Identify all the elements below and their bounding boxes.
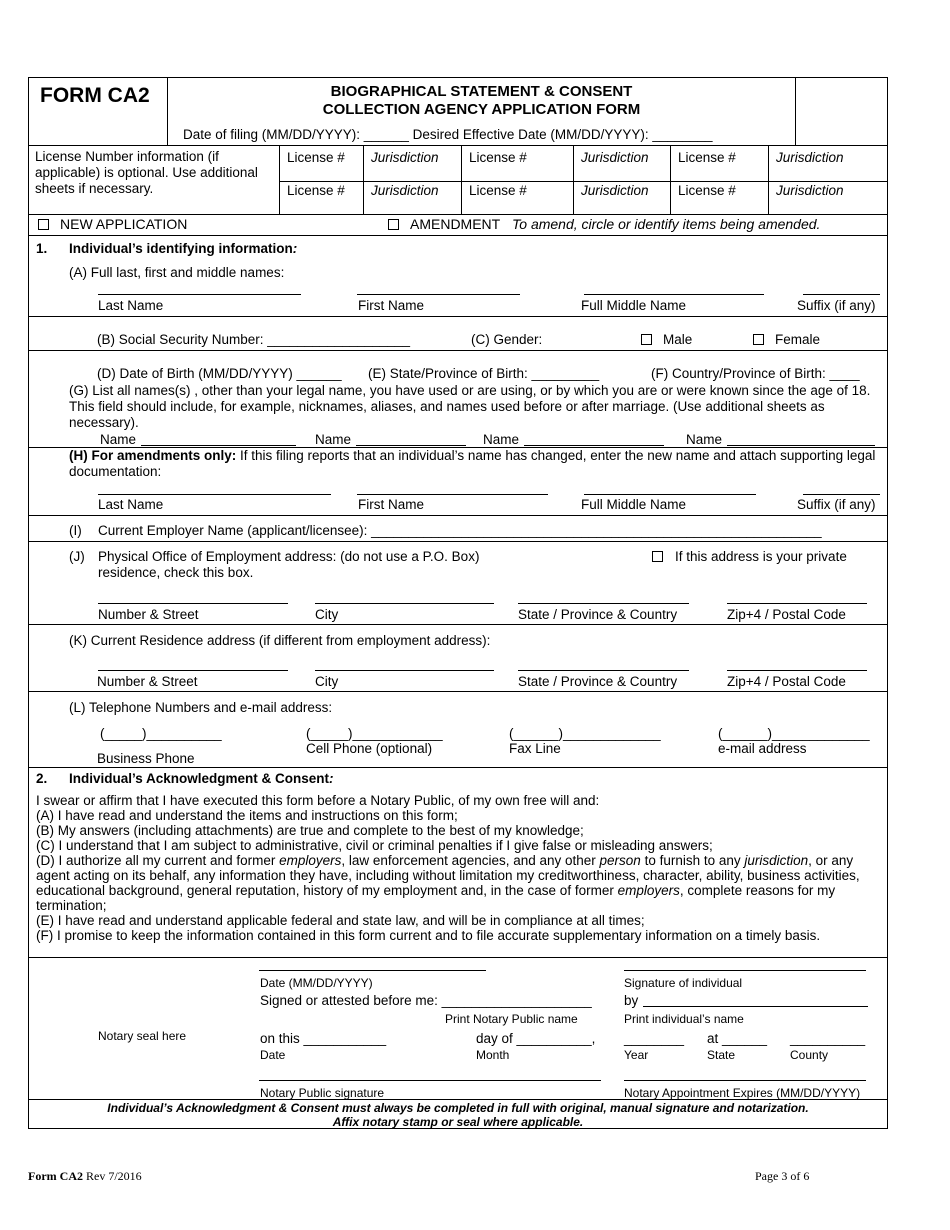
section2-bottom — [28, 957, 888, 958]
footer-form-id: Form CA2 — [28, 1169, 83, 1183]
amendment-note: To amend, circle or identify items being amended. — [512, 216, 821, 232]
g-name-label-1: Name — [100, 432, 137, 447]
h-suffix-label: Suffix (if any) — [797, 497, 876, 512]
j-state-label: State / Province & Country — [518, 607, 678, 622]
section2-heading-colon: : — [329, 771, 334, 786]
county-blank[interactable]: __________ — [790, 1031, 866, 1046]
h-suffix-line[interactable] — [803, 494, 880, 495]
g-name-label-4: Name — [686, 432, 723, 447]
form-title-line2: COLLECTION AGENCY APPLICATION FORM — [322, 101, 641, 118]
ssn-label[interactable]: (B) Social Security Number: ___________________ — [97, 332, 410, 347]
section1-heading-colon: : — [292, 241, 298, 256]
footer-revision: Rev 7/2016 — [82, 1169, 142, 1183]
item-d-employers: employers — [279, 853, 342, 868]
year-blank[interactable]: ________ — [624, 1031, 685, 1046]
private-residence-label: If this address is your private — [675, 549, 847, 564]
h-middle-name-label: Full Middle Name — [581, 497, 687, 512]
last-name-label: Last Name — [98, 298, 164, 313]
jurisdiction-3[interactable]: Jurisdiction — [776, 150, 844, 165]
notary-footer-line2: Affix notary stamp or seal where applicable. — [332, 1115, 584, 1129]
email-label: e-mail address — [718, 741, 807, 756]
consent-intro: I swear or affirm that I have executed this form before a Notary Public, of my own free will and: — [36, 793, 600, 808]
j-city-line[interactable] — [315, 603, 494, 604]
date-label: Date (MM/DD/YYYY) — [260, 976, 373, 990]
female-label: Female — [775, 332, 821, 347]
license-number-6[interactable]: License # — [678, 183, 736, 198]
jurisdiction-6[interactable]: Jurisdiction — [776, 183, 844, 198]
fax-blank[interactable]: (______)_____________ — [509, 726, 661, 741]
gender-label: (C) Gender: — [471, 332, 543, 347]
license-table-bottom — [28, 214, 888, 215]
individual-signature-line[interactable] — [624, 970, 866, 971]
consent-item-a: (A) I have read and understand the items and instructions on this form; — [36, 808, 458, 823]
on-this-blank[interactable]: on this ___________ — [260, 1031, 387, 1046]
section2-number: 2. — [36, 771, 48, 786]
first-name-label: First Name — [358, 298, 425, 313]
k-city-label: City — [315, 674, 339, 689]
section1-a-label: (A) Full last, first and middle names: — [69, 265, 285, 280]
row-j-bottom — [28, 624, 888, 625]
license-col-3 — [461, 145, 462, 214]
item-d-part5: , complete reasons for my termination; — [36, 883, 836, 913]
dob-label[interactable]: (D) Date of Birth (MM/DD/YYYY) ______ — [97, 366, 342, 381]
g-name-label-3: Name — [483, 432, 520, 447]
page-footer-form — [28, 1169, 142, 1184]
print-individual-label: Print individual’s name — [624, 1012, 744, 1026]
section2-heading — [69, 771, 334, 786]
business-phone-label: Business Phone — [97, 751, 195, 766]
item-d-employers-2: employers — [617, 883, 680, 898]
print-notary-label: Print Notary Public name — [445, 1012, 578, 1026]
suffix-label: Suffix (if any) — [797, 298, 876, 313]
row-i-bottom — [28, 541, 888, 542]
form-id-title: FORM CA2 — [40, 84, 150, 107]
notary-signature-label: Notary Public signature — [260, 1086, 385, 1100]
k-street-line[interactable] — [98, 670, 288, 671]
consent-item-b: (B) My answers (including attachments) are true and complete to the best of my knowledge; — [36, 823, 584, 838]
consent-item-d — [36, 853, 866, 913]
row-a-bottom — [28, 316, 888, 317]
section1-h-bold: (H) For amendments only: — [69, 448, 237, 463]
row-h-bottom — [28, 515, 888, 516]
first-name-line[interactable] — [357, 294, 520, 295]
male-label: Male — [663, 332, 693, 347]
notary-seal-label: Notary seal here — [98, 1029, 187, 1043]
consent-text — [36, 793, 866, 943]
page-number: Page 3 of 6 — [755, 1169, 810, 1183]
license-col-1 — [279, 145, 280, 214]
male-checkbox[interactable] — [641, 334, 652, 345]
license-col-2 — [363, 145, 364, 214]
k-city-line[interactable] — [315, 670, 494, 671]
license-row-divider — [279, 181, 888, 182]
section1-heading — [69, 241, 297, 256]
license-col-6 — [768, 145, 769, 214]
filing-dates-line[interactable]: Date of filing (MM/DD/YYYY): ______ Desired Effective Date (MM/DD/YYYY): ________ — [183, 127, 713, 142]
j-city-label: City — [315, 607, 339, 622]
new-application-checkbox[interactable] — [38, 219, 49, 230]
section1-g-text: (G) List all names(s) , other than your legal name, you have used or are using, or by which you are or were known since the age of 18. This field should include, for example, nicknames, aliases, and names used before or after marriage. (Use additional sheets as necessary). — [69, 383, 871, 430]
k-state-line[interactable] — [518, 670, 689, 671]
amendment-checkbox[interactable] — [388, 219, 399, 230]
h-last-name-label: Last Name — [98, 497, 164, 512]
notary-state-label: State — [707, 1048, 736, 1062]
h-middle-name-line[interactable] — [584, 494, 756, 495]
section1-bottom — [28, 767, 888, 768]
section1-h-text — [69, 448, 884, 480]
section1-heading-text: Individual’s identifying information — [69, 241, 293, 256]
amendment-label: AMENDMENT — [410, 216, 501, 232]
cell-phone-blank[interactable]: (_____)____________ — [306, 726, 443, 741]
k-state-label: State / Province & Country — [518, 674, 678, 689]
country-birth-label[interactable]: (F) Country/Province of Birth: ____ — [651, 366, 860, 381]
h-first-name-line[interactable] — [357, 494, 548, 495]
notary-bottom — [28, 1099, 888, 1100]
consent-item-c: (C) I understand that I am subject to administrative, civil or criminal penalties if I give false or misleading answers; — [36, 838, 713, 853]
app-type-bottom — [28, 235, 888, 236]
business-phone-blank[interactable]: (_____)__________ — [100, 726, 222, 741]
last-name-line[interactable] — [98, 294, 301, 295]
license-info-text: License Number information (if applicable) is optional. Use additional sheets if necessary. — [35, 149, 258, 196]
item-d-part4: , or any agent acting on its behalf, any information they have, including without limitation my creditworthiness, character, ability, business activities, educational background, general reputation, history of my employment and, in the case of former — [36, 853, 860, 898]
license-col-4 — [573, 145, 574, 214]
license-number-1[interactable]: License # — [287, 150, 345, 165]
telephone-label: (L) Telephone Numbers and e-mail address: — [69, 700, 333, 715]
notary-county-label: County — [790, 1048, 829, 1062]
female-checkbox[interactable] — [753, 334, 764, 345]
signed-before-label[interactable]: Signed or attested before me: ____________________ — [260, 993, 592, 1008]
g-name-line-2[interactable] — [356, 445, 466, 446]
h-last-name-line[interactable] — [98, 494, 331, 495]
item-d-person: person — [599, 853, 641, 868]
j-street-label: Number & Street — [98, 607, 199, 622]
suffix-line[interactable] — [803, 294, 880, 295]
jurisdiction-4[interactable]: Jurisdiction — [371, 183, 439, 198]
notary-footer-line1: Individual’s Acknowledgment & Consent must always be completed in full with original, manual signature and notarization. — [107, 1101, 809, 1115]
j-zip-line[interactable] — [727, 603, 867, 604]
appointment-expires-line[interactable] — [624, 1080, 866, 1081]
employer-name-label[interactable]: Current Employer Name (applicant/licensee): ____________________________________________________________ — [98, 523, 822, 538]
middle-name-line[interactable] — [584, 294, 764, 295]
row-k-bottom — [28, 691, 888, 692]
h-first-name-label: First Name — [358, 497, 425, 512]
office-address-label: Physical Office of Employment address: (do not use a P.O. Box) residence, check this box. — [98, 549, 480, 580]
section2-heading-text: Individual’s Acknowledgment & Consent — [69, 771, 330, 786]
k-street-label: Number & Street — [97, 674, 198, 689]
row-b-bottom — [28, 350, 888, 351]
day-of-blank[interactable]: day of __________, — [476, 1031, 596, 1046]
j-state-line[interactable] — [518, 603, 689, 604]
header-divider-right — [795, 77, 796, 145]
middle-name-label: Full Middle Name — [581, 298, 687, 313]
license-col-5 — [670, 145, 671, 214]
private-residence-checkbox[interactable] — [652, 551, 663, 562]
license-number-4[interactable]: License # — [287, 183, 345, 198]
g-name-line-3[interactable] — [524, 445, 664, 446]
section1-h-body: If this filing reports that an individual’s name has changed, enter the new name and attach supporting legal documentation: — [69, 448, 876, 479]
signature-individual-label: Signature of individual — [624, 976, 743, 990]
i-number: (I) — [69, 523, 82, 538]
item-d-part3: to furnish to any — [640, 853, 745, 868]
residence-address-label: (K) Current Residence address (if different from employment address): — [69, 633, 491, 648]
jurisdiction-1[interactable]: Jurisdiction — [371, 150, 439, 165]
license-number-3[interactable]: License # — [678, 150, 736, 165]
j-number: (J) — [69, 549, 85, 564]
j-zip-label: Zip+4 / Postal Code — [727, 607, 846, 622]
item-d-part2: , law enforcement agencies, and any other — [341, 853, 600, 868]
form-title-line1: BIOGRAPHICAL STATEMENT & CONSENT — [330, 83, 633, 100]
item-d-part1: (D) I authorize all my current and former — [36, 853, 280, 868]
g-name-line-1[interactable] — [141, 445, 296, 446]
fax-label: Fax Line — [509, 741, 561, 756]
date-signature-line[interactable] — [259, 970, 486, 971]
by-label: by — [624, 993, 639, 1008]
consent-item-f: (F) I promise to keep the information contained in this form current and to file accurate supplementary information on a timely basis. — [36, 928, 821, 943]
notary-date-label: Date — [260, 1048, 286, 1062]
section1-number: 1. — [36, 241, 48, 256]
g-name-label-2: Name — [315, 432, 352, 447]
g-name-line-4[interactable] — [727, 445, 875, 446]
header-line-bottom — [28, 145, 888, 146]
appointment-expires-label: Notary Appointment Expires (MM/DD/YYYY) — [624, 1086, 861, 1100]
state-birth-label[interactable]: (E) State/Province of Birth: _________ — [368, 366, 600, 381]
cell-phone-label: Cell Phone (optional) — [306, 741, 433, 756]
notary-year-label: Year — [624, 1048, 649, 1062]
notary-month-label: Month — [476, 1048, 510, 1062]
item-d-jurisdiction: jurisdiction — [744, 853, 809, 868]
notary-signature-line[interactable] — [259, 1080, 601, 1081]
k-zip-label: Zip+4 / Postal Code — [727, 674, 846, 689]
email-blank[interactable]: (______)_____________ — [718, 726, 870, 741]
state-blank[interactable]: at ______ — [707, 1031, 768, 1046]
by-line[interactable] — [643, 1006, 868, 1007]
license-number-2[interactable]: License # — [469, 150, 527, 165]
license-number-5[interactable]: License # — [469, 183, 527, 198]
k-zip-line[interactable] — [727, 670, 867, 671]
new-application-label: NEW APPLICATION — [60, 216, 188, 232]
jurisdiction-2[interactable]: Jurisdiction — [581, 150, 649, 165]
jurisdiction-5[interactable]: Jurisdiction — [581, 183, 649, 198]
j-street-line[interactable] — [98, 603, 288, 604]
consent-item-e: (E) I have read and understand applicable federal and state law, and will be in compliance at all times; — [36, 913, 645, 928]
